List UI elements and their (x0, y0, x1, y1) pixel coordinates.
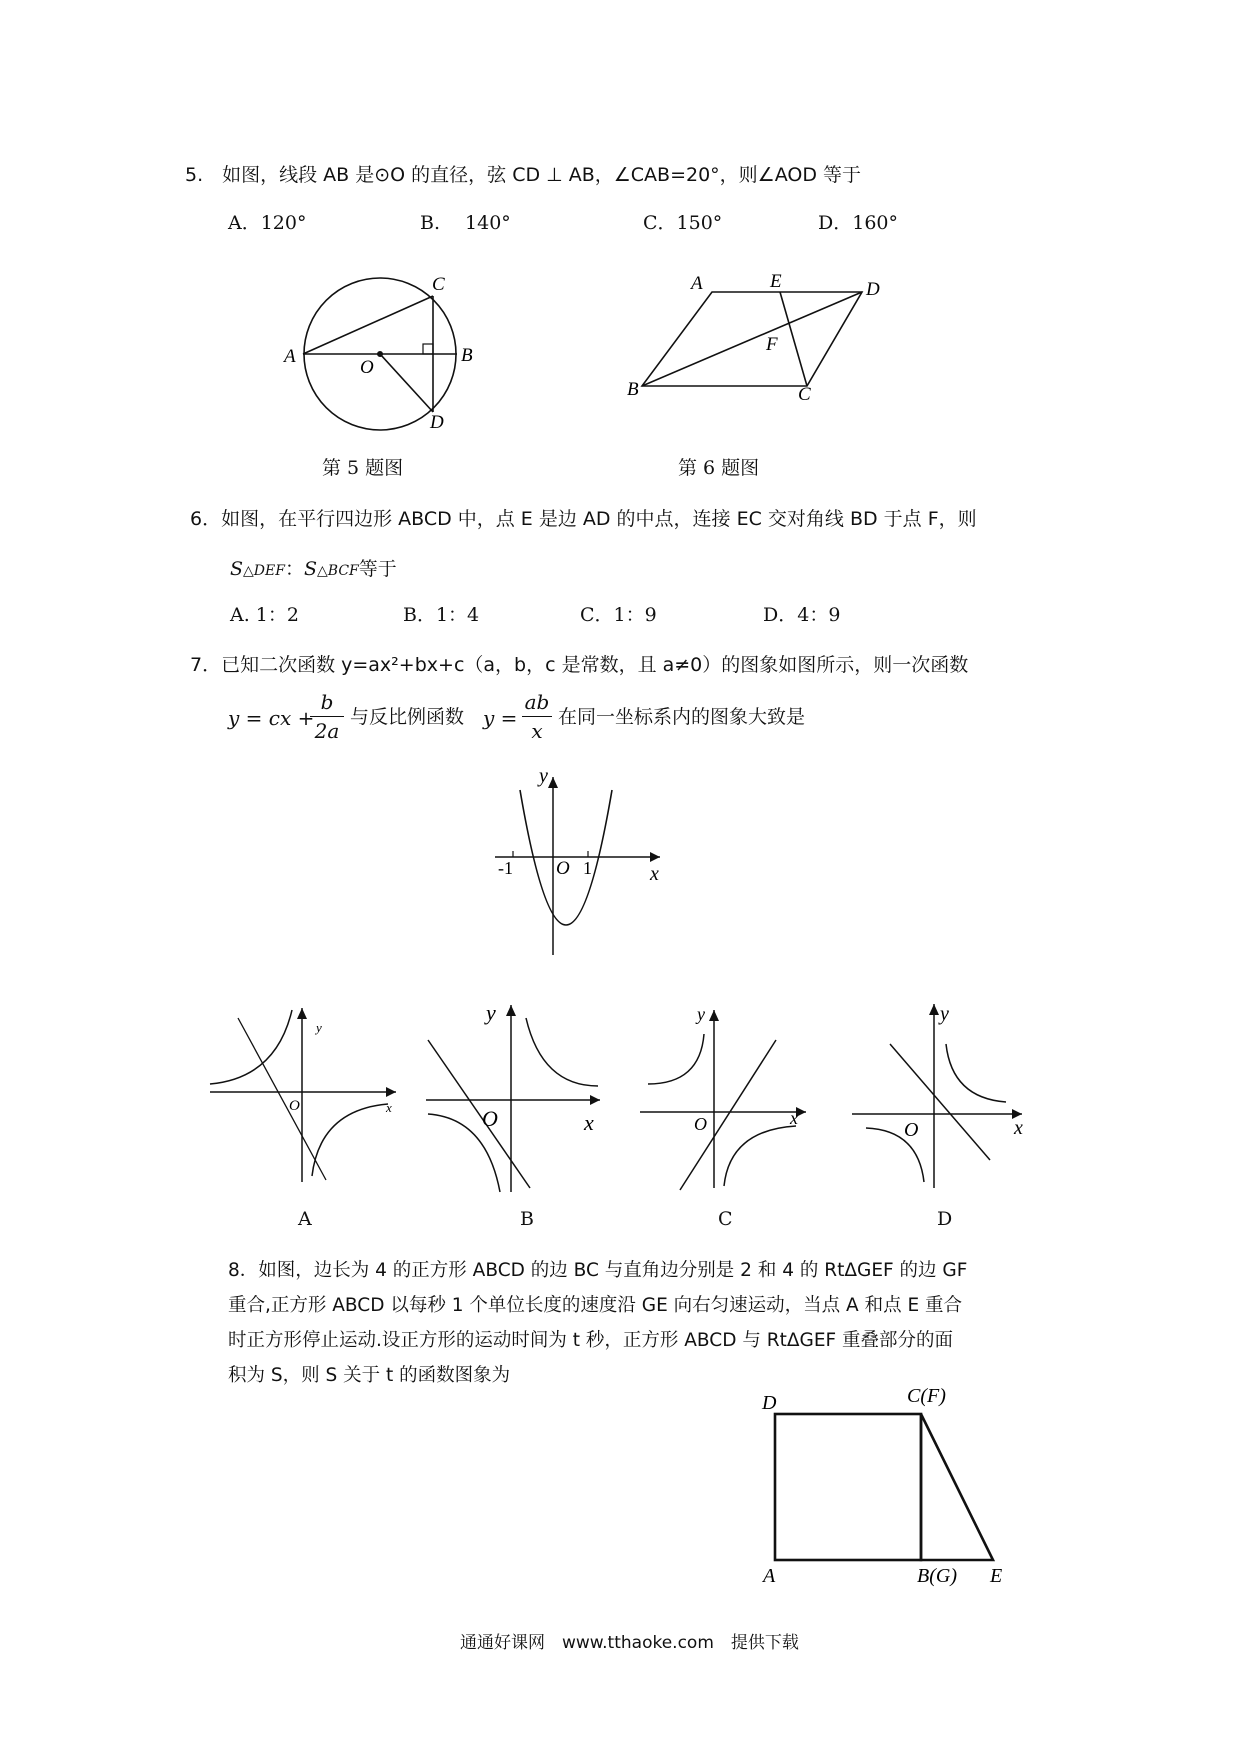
q8-label-d: D (762, 1392, 777, 1414)
q7-inverse-left: y = (483, 706, 518, 730)
q8-label-a: A (763, 1565, 776, 1587)
q5-stem: 5. 如图，线段 AB 是⊙O 的直径，弦 CD ⊥ AB，∠CAB=20°，则∠AOD 等于 (185, 164, 862, 186)
choice-d-label-o: O (904, 1119, 919, 1141)
parabola-label-y: y (539, 765, 548, 787)
q5-option-a: A．120° (228, 212, 307, 234)
choice-a-caption: A (298, 1208, 312, 1230)
q5-option-c: C．150° (643, 212, 723, 234)
parabola-label-neg1: -1 (498, 858, 513, 878)
fig5-label-b: B (461, 345, 473, 366)
choice-a-label-o: O (289, 1098, 300, 1114)
q7-tail-text: 在同一坐标系内的图象大致是 (558, 706, 806, 728)
fig6-label-e: E (770, 271, 782, 292)
choice-b-caption: B (520, 1208, 534, 1230)
q5-option-d: D．160° (818, 212, 898, 234)
fig6-label-d: D (866, 279, 880, 300)
q8-label-bg: B(G) (917, 1565, 957, 1587)
fig6-caption: 第 6 题图 (678, 457, 760, 479)
q5-option-b: B. 140° (420, 212, 511, 234)
fig6-label-b: B (627, 379, 639, 400)
choice-b-label-x: x (584, 1110, 594, 1135)
q8-label-cf: C(F) (907, 1385, 946, 1407)
choice-c-label-y: y (697, 1004, 705, 1024)
q7-stem: 7．已知二次函数 y=ax²+bx+c（a，b，c 是常数，且 a≠0）的图象如图所示，则一次函数 (190, 654, 969, 676)
fig6-label-f: F (766, 334, 778, 355)
q8-line-1: 8．如图，边长为 4 的正方形 ABCD 的边 BC 与直角边分别是 2 和 4 的 RtΔGEF 的边 GF (228, 1260, 968, 1281)
q8-line-3: 时正方形停止运动.设正方形的运动时间为 t 秒，正方形 ABCD 与 RtΔGEF 重叠部分的面 (228, 1330, 954, 1351)
q6-option-a: A. 1：2 (230, 604, 299, 626)
footer-source: 通通好课网 www.tthaoke.com 提供下载 (460, 1633, 799, 1653)
fig6-label-c: C (798, 384, 811, 405)
fig5-label-a: A (284, 346, 296, 367)
q6-option-d: D．4：9 (763, 604, 841, 626)
q8-line-2: 重合,正方形 ABCD 以每秒 1 个单位长度的速度沿 GE 向右匀速运动，当点 A 和点 E 重合 (228, 1295, 963, 1316)
parabola-label-x: x (650, 863, 659, 885)
q6-stem: 6．如图，在平行四边形 ABCD 中，点 E 是边 AD 的中点，连接 EC 交对角线 BD 于点 F，则 (190, 508, 977, 530)
choice-c-label-x: x (790, 1108, 798, 1128)
q7-linear-left: y = cx + (228, 706, 315, 730)
q8-line-4: 积为 S，则 S 关于 t 的函数图象为 (228, 1365, 511, 1386)
q7-inverse-fraction: ab x (522, 690, 552, 743)
choice-d-label-x: x (1014, 1117, 1023, 1139)
choice-d-caption: D (937, 1208, 953, 1230)
q7-linear-fraction: b 2a (310, 690, 344, 743)
choice-b-label-o: O (482, 1106, 498, 1131)
q6-option-b: B．1：4 (403, 604, 480, 626)
choice-c-label-o: O (694, 1114, 707, 1134)
choice-a-label-x: x (386, 1100, 392, 1115)
q6-ratio-line: S△DEF：S△BCF等于 (230, 558, 397, 580)
choice-c-caption: C (718, 1208, 733, 1230)
choice-a-label-y: y (316, 1020, 322, 1035)
fig6-label-a: A (691, 273, 703, 294)
fig5-caption: 第 5 题图 (322, 457, 404, 479)
fig5-label-o: O (360, 357, 374, 378)
q6-option-c: C．1：9 (580, 604, 657, 626)
q7-mid-text: 与反比例函数 (350, 706, 465, 728)
fig5-label-c: C (432, 274, 445, 295)
parabola-label-o: O (556, 858, 570, 879)
fig5-label-d: D (430, 412, 444, 433)
parabola-label-1: 1 (583, 858, 592, 878)
q8-label-e: E (990, 1565, 1003, 1587)
choice-b-label-y: y (486, 1000, 496, 1025)
choice-d-label-y: y (940, 1003, 949, 1025)
